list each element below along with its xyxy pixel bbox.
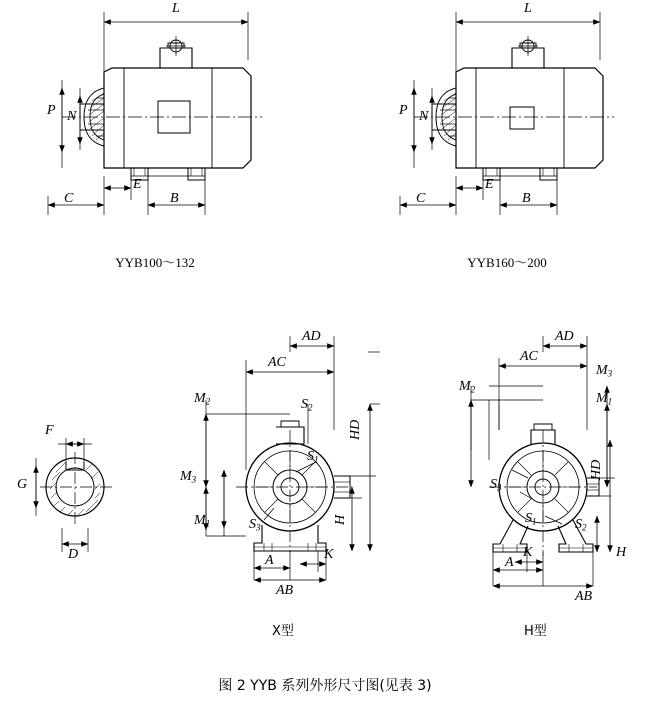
dim-label-M1-x-sub: 1 bbox=[205, 518, 211, 529]
dim-label-M1-h-sub: 1 bbox=[607, 396, 613, 407]
dim-label-B-left: B bbox=[170, 191, 179, 206]
dim-label-M2-h-sub: 2 bbox=[470, 384, 476, 395]
dim-label-P-left: P bbox=[47, 103, 56, 118]
dim-label-S3-x-sub: 3 bbox=[256, 522, 261, 533]
dim-label-L-right: L bbox=[524, 1, 532, 16]
dim-label-HD-h-base: HD bbox=[589, 459, 604, 480]
dim-label-M3-h bbox=[596, 364, 612, 378]
dim-label-M2-x-sub: 2 bbox=[205, 396, 211, 407]
dim-label-S1-h bbox=[525, 512, 537, 526]
dim-label-HD-x-base: HD bbox=[348, 419, 363, 440]
dim-label-D: D bbox=[68, 547, 79, 562]
dim-label-S1-x-base: S bbox=[307, 449, 314, 464]
dim-label-M3-h-base: M bbox=[596, 363, 608, 378]
dim-label-K-x: K bbox=[324, 547, 334, 562]
dim-label-E-right: E bbox=[485, 177, 494, 192]
dim-label-S2-x bbox=[301, 398, 313, 412]
dim-label-N-right: N bbox=[419, 109, 429, 124]
dim-label-M1-x-base: M bbox=[194, 513, 206, 528]
dim-label-S3-x-base: S bbox=[249, 517, 256, 532]
dim-label-C-right: C bbox=[416, 191, 426, 206]
dim-label-H-x bbox=[334, 515, 348, 525]
dim-label-C-left: C bbox=[64, 191, 74, 206]
dim-label-S2-h-base: S bbox=[575, 517, 582, 532]
dim-label-S3-h-sub: 3 bbox=[497, 482, 502, 493]
dim-label-N-left: N bbox=[67, 109, 77, 124]
caption-h-type: H型 bbox=[524, 624, 547, 639]
dim-label-P-right: P bbox=[399, 103, 408, 118]
dim-label-G: G bbox=[17, 477, 28, 492]
dim-label-S1-x-sub: 1 bbox=[314, 454, 319, 465]
dim-label-M3-x bbox=[180, 470, 196, 484]
dim-label-F: F bbox=[45, 423, 54, 438]
dim-label-AB-h: AB bbox=[575, 589, 593, 604]
dim-label-M1-x bbox=[194, 514, 210, 528]
dim-label-S3-h bbox=[490, 478, 502, 492]
dim-label-M2-h-base: M bbox=[459, 379, 471, 394]
dim-label-AD-h: AD bbox=[555, 329, 574, 344]
dim-label-S1-h-sub: 1 bbox=[532, 516, 537, 527]
dim-label-S2-x-base: S bbox=[301, 397, 308, 412]
dim-label-M2-x-base: M bbox=[194, 391, 206, 406]
dim-label-AD-x: AD bbox=[302, 329, 321, 344]
dim-label-M3-h-sub: 3 bbox=[607, 368, 613, 379]
dim-label-M2-x bbox=[194, 392, 210, 406]
dim-label-M3-x-sub: 3 bbox=[191, 474, 197, 485]
dim-label-S1-x bbox=[307, 450, 319, 464]
dim-label-H-x-base: H bbox=[333, 514, 348, 525]
dim-label-K-h: K bbox=[523, 545, 533, 560]
dim-label-A-h: A bbox=[505, 555, 514, 570]
dim-label-AB-x: AB bbox=[276, 583, 294, 598]
dim-label-AC-h: AC bbox=[520, 349, 538, 364]
dim-label-M3-x-base: M bbox=[180, 469, 192, 484]
dim-label-M1-h-base: M bbox=[596, 391, 608, 406]
caption-top-right: YYB160～200 bbox=[467, 255, 547, 270]
dim-label-M1-h bbox=[596, 392, 612, 406]
figure-caption: 图 2 YYB 系列外形尺寸图(见表 3) bbox=[218, 678, 432, 694]
dim-label-AC-x: AC bbox=[268, 355, 286, 370]
dim-label-HD-h bbox=[590, 460, 604, 480]
dim-label-E-left: E bbox=[133, 177, 142, 192]
dim-label-S3-h-base: S bbox=[490, 477, 497, 492]
dim-label-S2-h bbox=[575, 518, 587, 532]
dim-label-HD-x bbox=[349, 420, 363, 440]
caption-x-type: X型 bbox=[272, 624, 294, 639]
dim-label-L-left: L bbox=[172, 1, 180, 16]
dim-label-M2-h bbox=[459, 380, 475, 394]
dim-label-S2-x-sub: 2 bbox=[308, 402, 313, 413]
caption-top-left: YYB100～132 bbox=[115, 255, 195, 270]
dim-label-A-x: A bbox=[265, 553, 274, 568]
dim-label-H-h: H bbox=[616, 545, 627, 560]
dim-label-B-right: B bbox=[522, 191, 531, 206]
dim-label-S2-h-sub: 2 bbox=[582, 522, 587, 533]
dim-label-S1-h-base: S bbox=[525, 511, 532, 526]
dim-label-S3-x bbox=[249, 518, 261, 532]
